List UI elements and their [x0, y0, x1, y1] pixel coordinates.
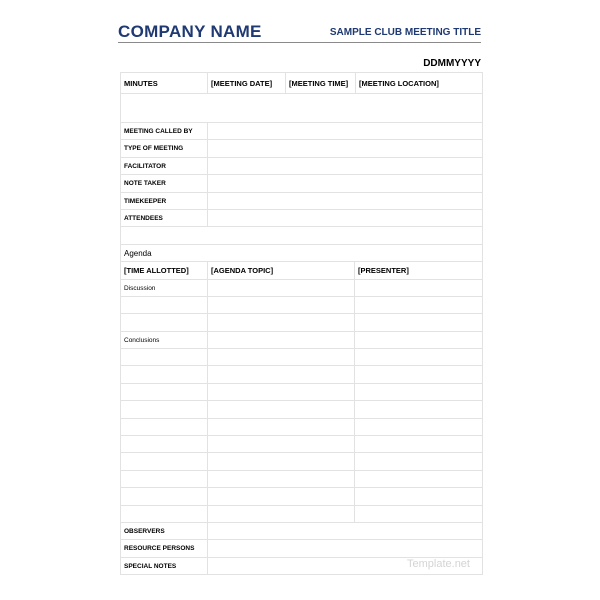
- observers-row: [121, 523, 482, 540]
- blank-row: [121, 384, 482, 401]
- resource-persons-label: RESOURCE PERSONS: [124, 545, 195, 553]
- time-allotted-field[interactable]: [TIME ALLOTTED]: [124, 266, 189, 276]
- attendees-label: ATTENDEES: [124, 214, 163, 222]
- note-taker-field[interactable]: [207, 175, 482, 191]
- timekeeper-label: TIMEKEEPER: [124, 197, 167, 205]
- minutes-label: MINUTES: [124, 79, 158, 88]
- conclusions-label: Conclusions: [124, 336, 160, 344]
- blank-cell[interactable]: [207, 506, 354, 522]
- blank-cell[interactable]: [354, 436, 482, 452]
- discussion-row: [121, 280, 482, 297]
- discussion-field[interactable]: [207, 280, 354, 296]
- agenda-heading-row: [121, 245, 482, 262]
- resource-persons-row: [121, 540, 482, 557]
- called-by-label: MEETING CALLED BY: [124, 128, 193, 135]
- called-by-field[interactable]: [207, 123, 482, 139]
- title-divider: [118, 42, 481, 43]
- conclusions-field[interactable]: [207, 332, 354, 348]
- blank-row: [121, 488, 482, 505]
- meeting-type-label: TYPE OF MEETING: [124, 145, 184, 153]
- meeting-type-row: [121, 140, 482, 157]
- blank-cell[interactable]: [354, 471, 482, 487]
- blank-cell[interactable]: [354, 349, 482, 365]
- blank-row: [121, 419, 482, 436]
- meeting-location-field[interactable]: [MEETING LOCATION]: [355, 73, 482, 93]
- presenter-field[interactable]: [PRESENTER]: [354, 262, 482, 278]
- agenda-columns-row: [121, 262, 482, 279]
- meeting-date-placeholder: DDMMYYYY: [423, 58, 481, 69]
- meeting-time-field[interactable]: [MEETING TIME]: [285, 73, 355, 93]
- blank-cell[interactable]: [207, 419, 354, 435]
- agenda-heading: Agenda: [124, 248, 152, 258]
- spacer-row: [121, 94, 482, 123]
- blank-row: [121, 314, 482, 331]
- agenda-topic-field[interactable]: [AGENDA TOPIC]: [207, 262, 354, 278]
- blank-cell[interactable]: [354, 384, 482, 400]
- meeting-title: SAMPLE CLUB MEETING TITLE: [329, 27, 481, 38]
- blank-cell[interactable]: [354, 453, 482, 469]
- blank-row: [121, 506, 482, 523]
- observers-label: OBSERVERS: [124, 527, 165, 535]
- minutes-table: [120, 72, 483, 575]
- blank-row: [121, 401, 482, 418]
- blank-cell[interactable]: [207, 366, 354, 382]
- spacer-row: [121, 227, 482, 244]
- blank-cell[interactable]: [207, 349, 354, 365]
- blank-cell[interactable]: [354, 314, 482, 330]
- blank-row: [121, 453, 482, 470]
- blank-cell[interactable]: [354, 297, 482, 313]
- facilitator-label: FACILITATOR: [124, 162, 166, 170]
- blank-cell[interactable]: [207, 384, 354, 400]
- resource-persons-field[interactable]: [207, 540, 482, 556]
- blank-cell[interactable]: [207, 436, 354, 452]
- facilitator-field[interactable]: [207, 158, 482, 174]
- blank-row: [121, 471, 482, 488]
- observers-field[interactable]: [207, 523, 482, 539]
- blank-row: [121, 349, 482, 366]
- blank-cell[interactable]: [354, 488, 482, 504]
- discussion-presenter-field[interactable]: [354, 280, 482, 296]
- meeting-type-field[interactable]: [207, 140, 482, 156]
- blank-cell[interactable]: [354, 366, 482, 382]
- attendees-row: [121, 210, 482, 227]
- timekeeper-field[interactable]: [207, 193, 482, 209]
- note-taker-label: NOTE TAKER: [124, 180, 166, 188]
- note-taker-row: [121, 175, 482, 192]
- blank-cell[interactable]: [207, 401, 354, 417]
- meeting-date-field[interactable]: [MEETING DATE]: [207, 73, 285, 93]
- special-notes-label: SPECIAL NOTES: [124, 562, 177, 570]
- watermark-text: Template.net: [407, 558, 470, 570]
- blank-cell[interactable]: [354, 419, 482, 435]
- blank-cell[interactable]: [207, 453, 354, 469]
- blank-cell[interactable]: [207, 297, 354, 313]
- blank-cell[interactable]: [354, 506, 482, 522]
- blank-cell[interactable]: [207, 471, 354, 487]
- conclusions-presenter-field[interactable]: [354, 332, 482, 348]
- blank-cell[interactable]: [207, 314, 354, 330]
- timekeeper-row: [121, 193, 482, 210]
- discussion-label: Discussion: [124, 284, 156, 292]
- facilitator-row: [121, 158, 482, 175]
- blank-row: [121, 366, 482, 383]
- blank-cell[interactable]: [207, 488, 354, 504]
- called-by-row: [121, 123, 482, 140]
- blank-cell[interactable]: [354, 401, 482, 417]
- blank-row: [121, 297, 482, 314]
- company-name: COMPANY NAME: [118, 22, 262, 41]
- attendees-field[interactable]: [207, 210, 482, 226]
- conclusions-row: [121, 332, 482, 349]
- blank-row: [121, 436, 482, 453]
- minutes-header-row: [121, 72, 482, 94]
